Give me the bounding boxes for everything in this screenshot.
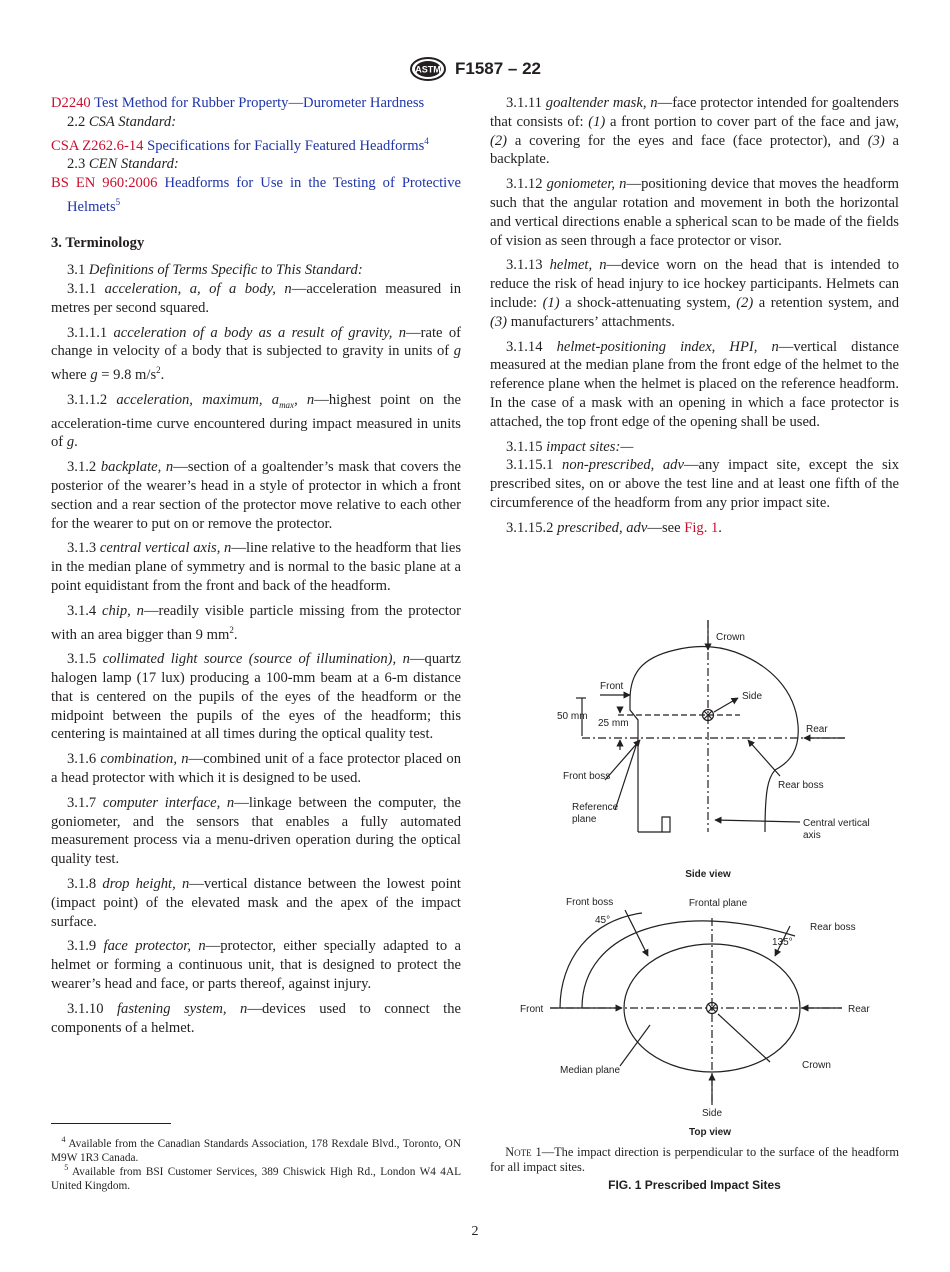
side-label-50mm: 50 mm [557, 711, 588, 722]
section-2-2: 2.2 CSA Standard: [67, 113, 177, 130]
ref-d2240 [51, 94, 461, 113]
top-label-median-plane: Median plane [560, 1065, 621, 1076]
term-3-1: 3.1 Definitions of Terms Specific to This Standard: [67, 262, 363, 279]
side-view-title: Side view [685, 869, 731, 880]
term-3-1-10: 3.1.10 fastening system, n—devices used to connect the components of a helmet. [51, 1000, 461, 1036]
page-header [0, 57, 950, 81]
side-label-side: Side [742, 691, 763, 702]
side-neck-base [638, 817, 670, 832]
term-3-1-13: 3.1.13 helmet, n—device worn on the head that is intended to reduce the risk of head injury to ice hockey participants. Helmets can include: (1) a shock-attenuating system, (2) a retention system, and (3) manufacturers’ attachments. [490, 257, 900, 330]
side-label-crown: Crown [716, 632, 745, 643]
term-3-1-15-2: 3.1.15.2 prescribed, adv—see Fig. 1. [506, 519, 722, 536]
side-label-rear-boss: Rear boss [778, 780, 824, 791]
term-3-1-2: 3.1.2 backplate, n—section of a goaltender’s mask that covers the posterior of the wearer’s head in a style of protector in which a front section and a rear section of the protector move relative to each other for the wearer to put on or remove the protector. [51, 459, 462, 532]
ref-d2240-title[interactable]: Test Method for Rubber Property—Durometer Hardness [94, 95, 425, 111]
term-3-1-11: 3.1.11 goaltender mask, n—face protector intended for goaltenders that consists of: (1) a front portion to cover part of the face and jaw, (2) a covering for the eyes and face (face protector), and (3) a backplate. [490, 95, 899, 168]
left-column [51, 94, 461, 1043]
page-number: 2 [471, 1224, 479, 1239]
side-head-outline [630, 646, 798, 832]
section-heading-terminology: 3. Terminology [51, 234, 145, 251]
term-3-1-6: 3.1.6 combination, n—combined unit of a face protector placed on a head protector with which it is designed to be used. [51, 751, 461, 787]
top-label-rear: Rear [848, 1004, 870, 1015]
side-label-axis: axis [803, 830, 821, 841]
ref-bs [51, 174, 461, 216]
section-2-3: 2.3 CEN Standard: [67, 156, 179, 173]
term-3-1-4: 3.1.4 chip, n—readily visible particle missing from the protector with an area bigger than 9 $mm^2$. [51, 602, 461, 643]
footnote-4: $^4$ Available from the Canadian Standards Association, 178 Rexdale Blvd., Toronto, ON M9W 1R3 Canada. [51, 1135, 461, 1164]
top-label-rear-boss: Rear boss [810, 922, 856, 933]
top-label-side: Side [701, 1108, 723, 1119]
top-view-title: Top view [688, 1127, 732, 1138]
figure-1-diagram [490, 600, 900, 1140]
ref-csa [51, 132, 461, 156]
top-label-135: 135° [772, 937, 793, 948]
side-label-rear: Rear [806, 724, 828, 735]
fig-1-link[interactable]: Fig. 1 [684, 519, 719, 536]
right-column [490, 94, 899, 544]
top-label-frontal-plane: Frontal plane [688, 898, 748, 909]
term-3-1-1-1: 3.1.1.1 acceleration of a body as a result of gravity, n—rate of change in velocity of a body that is subjected to gravity in units of g where g = 9.8 $m/s^2$. [51, 324, 461, 384]
side-label-front: Front [600, 681, 624, 692]
side-label-front-boss: Front boss [563, 771, 611, 782]
top-label-45: 45° [595, 915, 611, 926]
footnote-rule [51, 1123, 171, 1124]
term-3-1-7: 3.1.7 computer interface, n—linkage between the computer, the goniometer, and the sensors that enables a fully automated measurement process via a menu-driven operation during the optical quality test. [51, 794, 461, 868]
side-label-25mm: 25 mm [598, 718, 629, 729]
term-3-1-9: 3.1.9 face protector, n—protector, either specially adapted to a helmet or forming a continuous unit, that is designed to protect the wearer’s head and face, or parts thereof, against injury. [51, 938, 462, 993]
footnote-5: $^5$ Available from BSI Customer Services, 389 Chiswick High Rd., London W4 4AL United Kingdom. [51, 1163, 461, 1192]
side-label-plane: plane [572, 814, 597, 825]
term-3-1-15-1: 3.1.15.1 non-prescribed, adv—any impact site, except the six prescribed sites, on or above the test line and at least one fifth of the circumference of the headform from any prior impact site. [490, 457, 899, 511]
side-label-reference: Reference [572, 802, 619, 813]
term-3-1-15: 3.1.15 impact sites:— [506, 438, 634, 455]
side-label-arrow [714, 698, 738, 712]
term-3-1-1-2: 3.1.1.2 acceleration, maximum, $a_{max}$, n—highest point on the acceleration-time curve encountered during impact measured in units of g. [51, 391, 462, 451]
top-label-front: Front [520, 1004, 544, 1015]
standard-code: F1587 – 22 [454, 59, 541, 78]
term-3-1-3: 3.1.3 central vertical axis, n—line relative to the headform that lies in the median plane of symmetry and is normal to the basic plane at a point equidistant from the front and back of the headform. [51, 540, 461, 595]
footnote-ref-4[interactable]: 4 [424, 135, 429, 146]
top-label-front-boss: Front boss [566, 897, 614, 908]
footnote-ref-5[interactable]: 5 [115, 196, 121, 207]
top-label-crown: Crown [802, 1060, 831, 1071]
ref-bs-title[interactable]: Headforms for Use in the Testing of Protective Helmets [67, 175, 461, 215]
side-label-cva: Central vertical [803, 818, 870, 829]
term-3-1-12: 3.1.12 goniometer, n—positioning device that moves the headform such that the angular rotation and movement in both the horizontal and vertical directions enable a spherical scan to be made of the fields of vision as seen through a face protector or visor. [490, 176, 899, 249]
astm-logo-icon [409, 57, 447, 81]
logo-text: ASTM [415, 64, 441, 75]
ref-csa-code[interactable]: CSA Z262.6-14 [51, 137, 144, 154]
term-3-1-5: 3.1.5 collimated light source (source of illumination), n—quartz halogen lamp (17 lux) producing a 100-mm beam at a 6-m distance that is centered on the pupils of the eyes of the headform or the midpoint between the pupils of the eyes of the headform; this centering is maintained at all times during the optical quality test. [51, 651, 461, 743]
figure-caption: FIG. 1 Prescribed Impact Sites [608, 1178, 781, 1192]
ref-csa-title[interactable]: Specifications for Facially Featured Headforms [147, 137, 425, 154]
term-3-1-1: 3.1.1 acceleration, a, of a body, n—acceleration measured in metres per second squared. [51, 281, 462, 316]
term-3-1-14: 3.1.14 helmet-positioning index, HPI, n—vertical distance measured at the median plane from the front edge of the helmet to the reference plane when the helmet is placed on the reference headform. In the case of a mask with an opening in which a face protector is attached, the top front edge of the opening shall be used. [490, 338, 899, 430]
ref-d2240-code[interactable]: D2240 [51, 95, 91, 111]
ref-bs-code[interactable]: BS EN 960:2006 [51, 175, 158, 192]
term-3-1-8: 3.1.8 drop height, n—vertical distance between the lowest point (impact point) of the elevated mask and the apex of the impact surface. [51, 876, 461, 930]
figure-note: Note 1—The impact direction is perpendicular to the surface of the headform for all impact sites. [490, 1145, 900, 1174]
